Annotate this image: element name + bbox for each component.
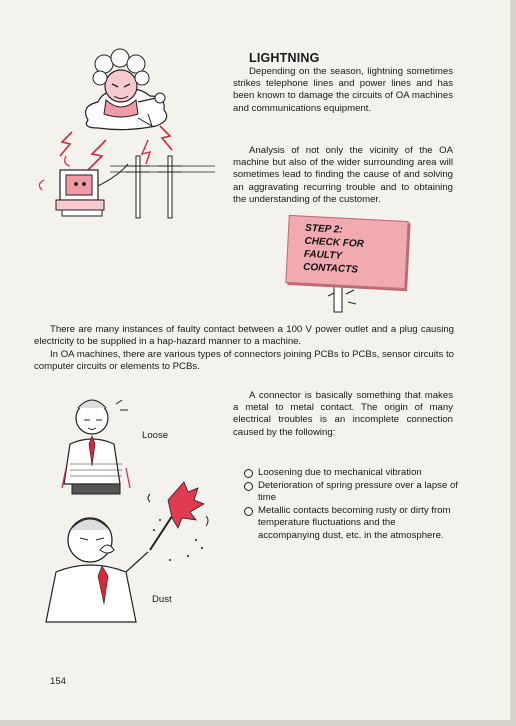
lightning-illustration — [39, 49, 215, 218]
list-item — [244, 505, 459, 543]
sign-post — [328, 282, 356, 312]
dust-label: Dust — [152, 594, 172, 605]
paragraph-faulty-contact: There are many instances of faulty contact between a 100 V power outlet and a plug causing electricity to be supplied in a hap-hazard manner to a machine. — [34, 324, 454, 348]
page-number: 154 — [50, 676, 67, 687]
list-item-text: Metallic contacts becoming rusty or dirty from temperature fluctuations and the accompanying dust, etc. in the atmosphere. — [258, 504, 451, 541]
bullet-circle-icon — [244, 507, 253, 516]
sign-line-3: FAULTY — [303, 248, 343, 262]
loose-label: Loose — [142, 430, 169, 441]
list-item-text: Loosening due to mechanical vibration — [258, 467, 422, 478]
bullet-circle-icon — [244, 482, 253, 491]
paragraph-connectors: In OA machines, there are various types of connectors joining PCBs to PCBs, sensor circuits to computer circuits or elements to PCBs. — [34, 349, 454, 373]
loose-dust-illustration — [46, 400, 208, 622]
list-item — [244, 480, 459, 505]
paragraph-analysis: Analysis of not only the vicinity of the OA machine but also of the wider surrounding area will sometimes lead to finding the cause of and solving an aggravating recurring trouble and to obtaining the understanding of the customer. — [233, 145, 453, 205]
sign-line-1: STEP 2: — [304, 222, 343, 236]
sign-line-2: CHECK FOR — [304, 235, 365, 250]
paragraph-connector-basics: A connector is basically something that makes a metal to metal contact. The origin of many electrical troubles is an incomplete connection caused by the following: — [233, 390, 453, 438]
step-sign — [285, 215, 408, 289]
sign-text — [303, 222, 365, 277]
list-item — [244, 467, 459, 480]
paragraph-lightning: Depending on the season, lightning sometimes strikes telephone lines and power lines and has been known to damage the circuits of OA machines and communications equipment. — [233, 66, 453, 114]
sign-line-4: CONTACTS — [302, 261, 359, 276]
section-heading: LIGHTNING — [249, 51, 320, 65]
cause-list — [244, 467, 459, 542]
bullet-circle-icon — [244, 469, 253, 478]
list-item-text: Deterioration of spring pressure over a lapse of time — [258, 479, 458, 503]
